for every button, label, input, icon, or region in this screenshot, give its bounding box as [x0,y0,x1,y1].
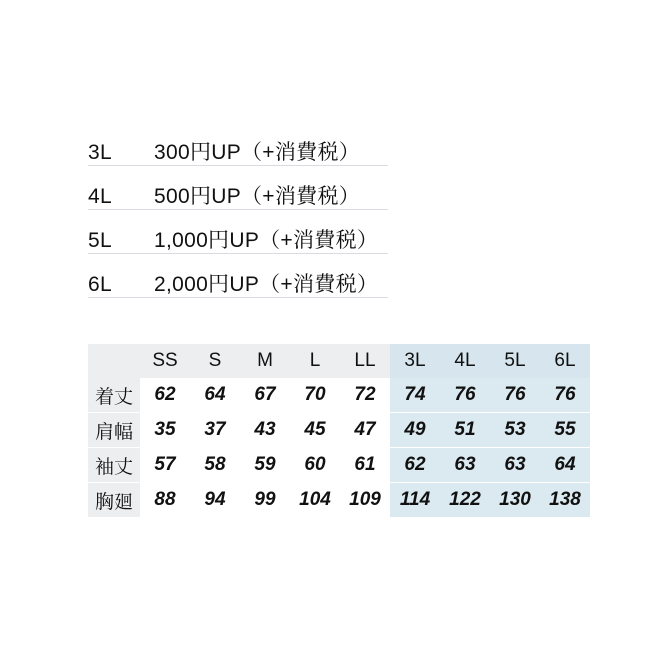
price-size-label: 4L [88,185,112,208]
price-amount-label: 500円UP（+消費税） [154,185,361,208]
table-corner-cell [88,344,140,378]
cell: 76 [540,378,590,413]
price-amount-label: 300円UP（+消費税） [154,141,361,164]
price-amount-label: 1,000円UP（+消費税） [154,229,379,252]
cell: 122 [440,483,490,518]
table-row [88,413,590,448]
price-row [88,166,388,210]
column-header-4l: 4L [440,344,490,378]
cell: 58 [190,448,240,483]
cell: 57 [140,448,190,483]
table-row [88,483,590,518]
row-header-katahaba: 肩幅 [88,413,140,448]
cell: 130 [490,483,540,518]
column-header-3l: 3L [390,344,440,378]
cell: 37 [190,413,240,448]
price-size-label: 5L [88,229,112,252]
cell: 60 [290,448,340,483]
column-header-ss: SS [140,344,190,378]
cell: 62 [140,378,190,413]
cell: 114 [390,483,440,518]
cell: 109 [340,483,390,518]
cell: 63 [490,448,540,483]
cell: 64 [190,378,240,413]
cell: 88 [140,483,190,518]
cell: 45 [290,413,340,448]
column-header-5l: 5L [490,344,540,378]
cell: 99 [240,483,290,518]
cell: 49 [390,413,440,448]
column-header-s: S [190,344,240,378]
cell: 104 [290,483,340,518]
column-header-6l: 6L [540,344,590,378]
cell: 63 [440,448,490,483]
cell: 74 [390,378,440,413]
cell: 59 [240,448,290,483]
row-header-munemawari: 胸廻 [88,483,140,518]
cell: 76 [490,378,540,413]
cell: 62 [390,448,440,483]
cell: 61 [340,448,390,483]
cell: 76 [440,378,490,413]
cell: 94 [190,483,240,518]
row-header-kitake: 着丈 [88,378,140,413]
table-header-row [88,344,590,378]
cell: 35 [140,413,190,448]
cell: 47 [340,413,390,448]
price-upcharge-list [88,122,388,298]
cell: 55 [540,413,590,448]
column-header-l: L [290,344,340,378]
cell: 70 [290,378,340,413]
cell: 72 [340,378,390,413]
cell: 138 [540,483,590,518]
price-row [88,122,388,166]
price-amount-label: 2,000円UP（+消費税） [154,273,379,296]
cell: 51 [440,413,490,448]
cell: 53 [490,413,540,448]
row-header-sodetake: 袖丈 [88,448,140,483]
price-size-label: 6L [88,273,112,296]
table-row [88,448,590,483]
price-size-label: 3L [88,141,112,164]
size-measurement-table [88,344,590,518]
column-header-ll: LL [340,344,390,378]
price-row [88,210,388,254]
column-header-m: M [240,344,290,378]
cell: 64 [540,448,590,483]
price-row [88,254,388,298]
cell: 67 [240,378,290,413]
table-row [88,378,590,413]
cell: 43 [240,413,290,448]
